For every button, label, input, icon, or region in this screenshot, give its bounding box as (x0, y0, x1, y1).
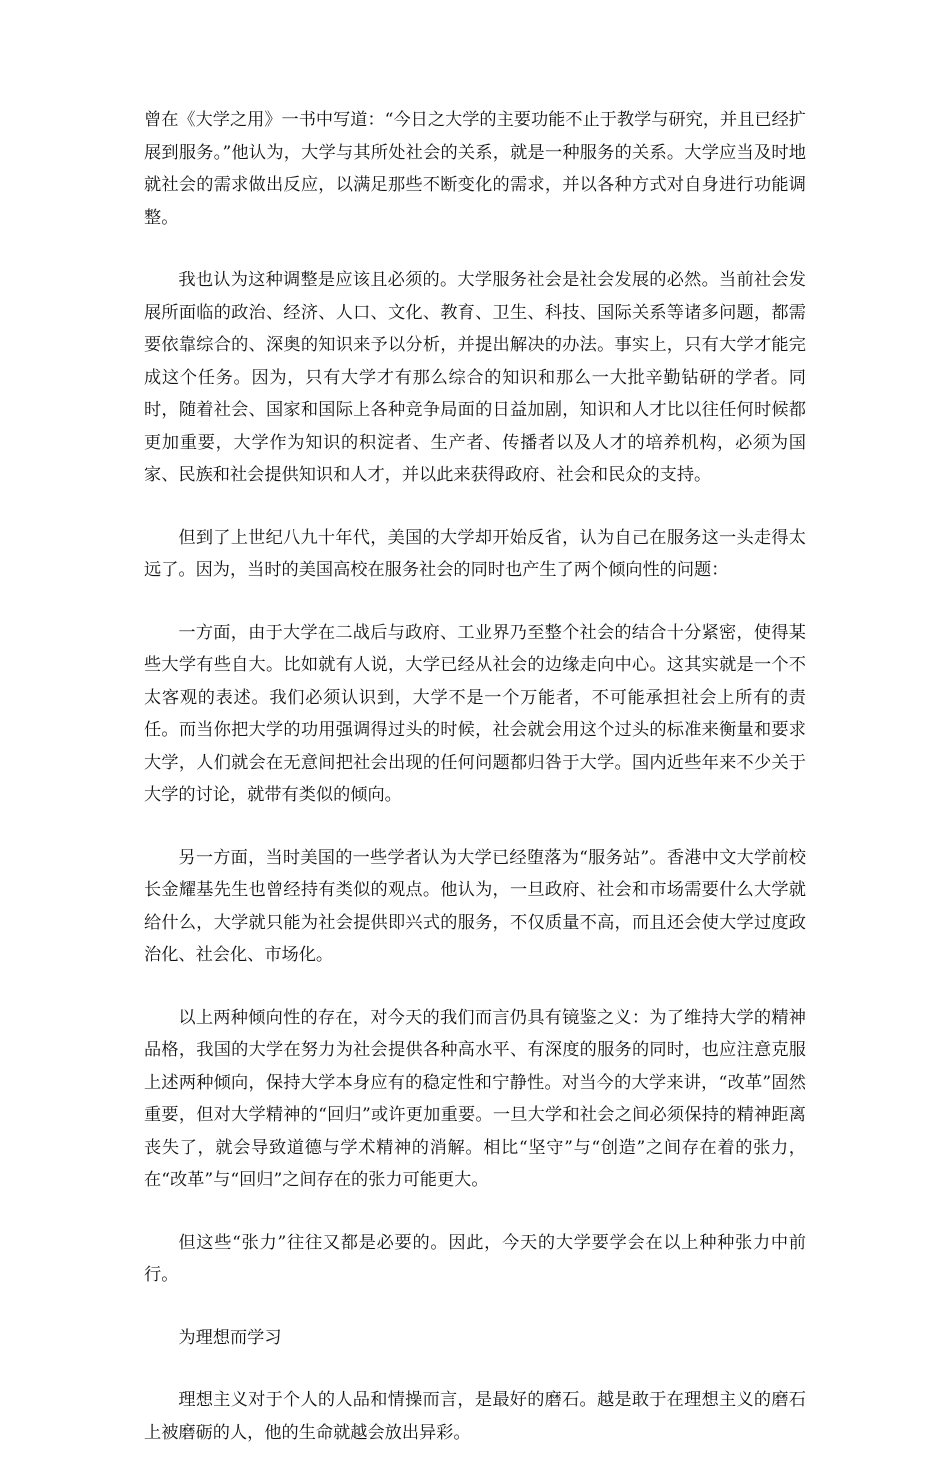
paragraph-5: 另一方面，当时美国的一些学者认为大学已经堕落为“服务站”。香港中文大学前校长金耀基先生也曾经持有类似的观点。他认为，一旦政府、社会和市场需要什么大学就给什么，大学就只能为社会提供即兴式的服务，不仅质量不高，而且还会使大学过度政治化、社会化、市场化。 (144, 847, 806, 965)
document-page (144, 104, 806, 1479)
paragraph-7: 但这些“张力”往往又都是必要的。因此，今天的大学要学会在以上种种张力中前行。 (144, 1232, 806, 1285)
section-heading: 为理想而学习 (178, 1327, 282, 1348)
closing-paragraph: 理想主义对于个人的人品和情操而言，是最好的磨石。越是敢于在理想主义的磨石上被磨砺的人，他的生命就越会放出异彩。 (144, 1390, 806, 1443)
paragraph-3: 但到了上世纪八九十年代，美国的大学却开始反省，认为自己在服务这一头走得太远了。因为，当时的美国高校在服务社会的同时也产生了两个倾向性的问题： (144, 527, 806, 580)
paragraph-1: 曾在《大学之用》一书中写道：“今日之大学的主要功能不止于教学与研究，并且已经扩展到服务。”他认为，大学与其所处社会的关系，就是一种服务的关系。大学应当及时地就社会的需求做出反应，以满足那些不断变化的需求，并以各种方式对自身进行功能调整。 (144, 110, 806, 228)
paragraph-2: 我也认为这种调整是应该且必须的。大学服务社会是社会发展的必然。当前社会发展所面临的政治、经济、人口、文化、教育、卫生、科技、国际关系等诸多问题，都需要依靠综合的、深奥的知识来予以分析，并提出解决的办法。事实上，只有大学才能完成这个任务。因为，只有大学才有那么综合的知识和那么一大批辛勤钻研的学者。同时，随着社会、国家和国际上各种竞争局面的日益加剧，知识和人才比以往任何时候都更加重要，大学作为知识的积淀者、生产者、传播者以及人才的培养机构，必须为国家、民族和社会提供知识和人才，并以此来获得政府、社会和民众的支持。 (144, 270, 806, 485)
paragraph-4: 一方面，由于大学在二战后与政府、工业界乃至整个社会的结合十分紧密，使得某些大学有些自大。比如就有人说，大学已经从社会的边缘走向中心。这其实就是一个不太客观的表述。我们必须认识到，大学不是一个万能者，不可能承担社会上所有的责任。而当你把大学的功用强调得过头的时候，社会就会用这个过头的标准来衡量和要求大学，人们就会在无意间把社会出现的任何问题都归咎于大学。国内近些年来不少关于大学的讨论，就带有类似的倾向。 (144, 622, 806, 805)
paragraph-6: 以上两种倾向性的存在，对今天的我们而言仍具有镜鉴之义：为了维持大学的精神品格，我国的大学在努力为社会提供各种高水平、有深度的服务的同时，也应注意克服上述两种倾向，保持大学本身应有的稳定性和宁静性。对当今的大学来讲，“改革”固然重要，但对大学精神的“回归”或许更加重要。一旦大学和社会之间必须保持的精神距离丧失了，就会导致道德与学术精神的消解。相比“坚守”与“创造”之间存在着的张力，在“改革”与“回归”之间存在的张力可能更大。 (144, 1007, 806, 1190)
